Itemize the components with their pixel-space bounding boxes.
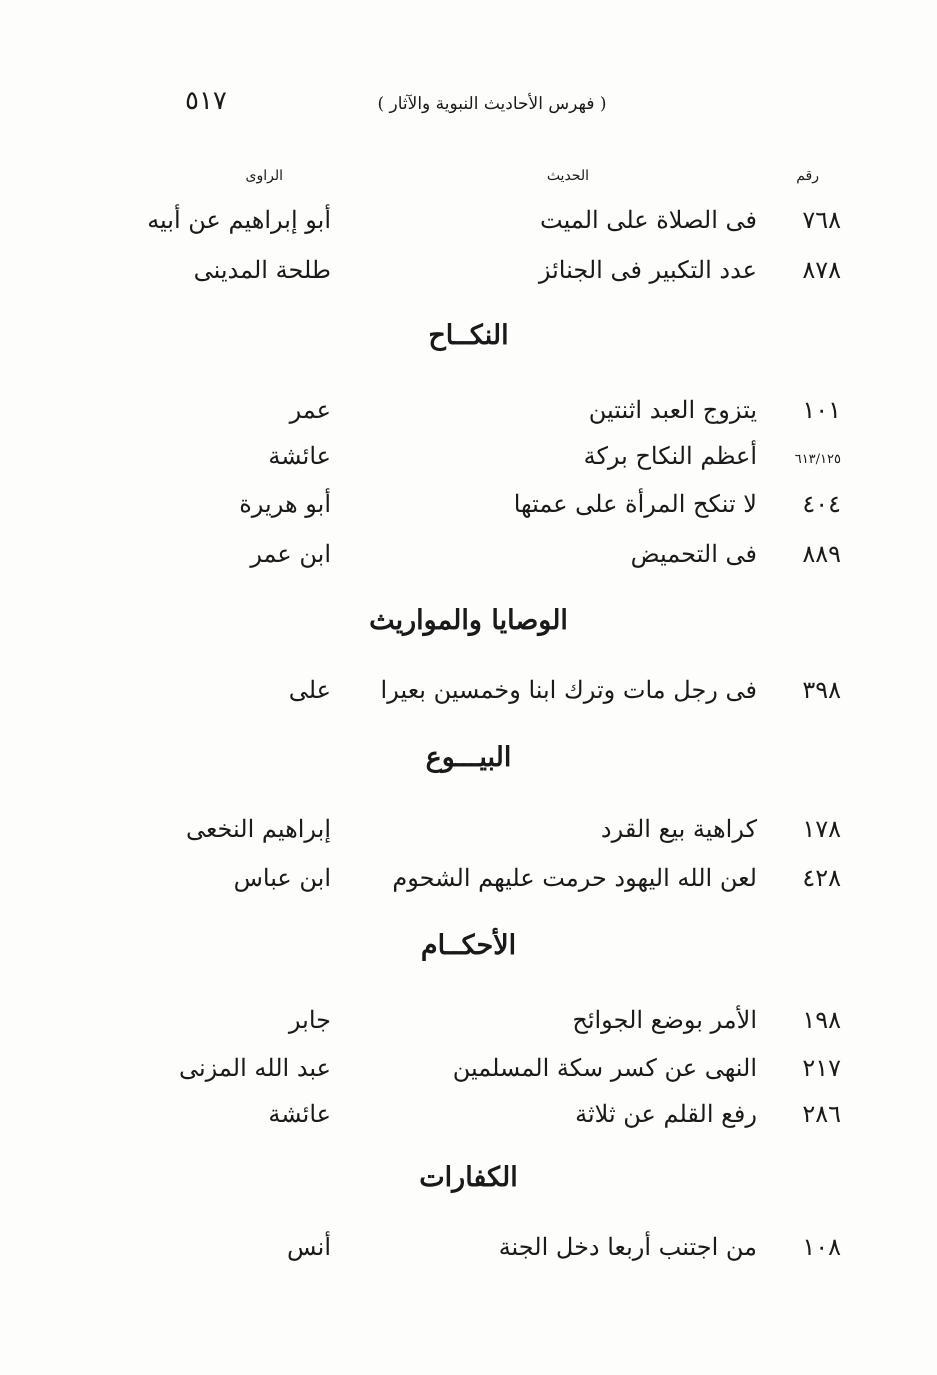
narrator: أنس: [287, 1233, 331, 1261]
list-item: [0, 1233, 937, 1273]
hadith-text: من اجتنب أربعا دخل الجنة: [498, 1233, 757, 1261]
section-heading: البيـــوع: [425, 742, 512, 773]
list-item: [0, 540, 937, 580]
section-heading: النكــاح: [428, 320, 509, 351]
list-item: [0, 864, 937, 904]
hadith-text: أعظم النكاح بركة: [583, 442, 757, 470]
hadith-number: ٢١٧: [802, 1054, 841, 1082]
hadith-text: لا تنكح المرأة على عمتها: [513, 490, 757, 518]
hadith-number: ١٠٨: [802, 1233, 841, 1261]
narrator: على: [288, 676, 331, 704]
page-header: [0, 86, 937, 126]
list-item: [0, 490, 937, 530]
narrator: طلحة المدينى: [193, 256, 331, 284]
hadith-number: ٢٨٦: [802, 1100, 841, 1128]
list-item: [0, 1006, 937, 1046]
hadith-number: ٨٧٨: [802, 256, 841, 284]
column-header-number: رقم: [796, 168, 819, 184]
column-headers: [0, 168, 937, 194]
hadith-number: ١٠١: [802, 396, 841, 424]
hadith-number: ٦١٣/١٢٥: [794, 452, 841, 467]
section-heading: الوصايا والمواريث: [369, 605, 568, 636]
hadith-text: عدد التكبير فى الجنائز: [538, 256, 757, 284]
hadith-number: ٧٦٨: [802, 206, 841, 234]
list-item: [0, 442, 937, 482]
column-header-hadith: الحديث: [546, 168, 589, 184]
hadith-number: ٣٩٨: [802, 676, 841, 704]
section-heading: الكفارات: [419, 1162, 518, 1193]
hadith-text: رفع القلم عن ثلاثة: [575, 1100, 757, 1128]
page-number: ٥١٧: [185, 86, 227, 116]
narrator: عائشة: [268, 1100, 331, 1128]
narrator: ابن عباس: [233, 864, 331, 892]
narrator: ابن عمر: [250, 540, 331, 568]
hadith-text: فى الصلاة على الميت: [540, 206, 757, 234]
hadith-text: لعن الله اليهود حرمت عليهم الشحوم: [392, 864, 757, 892]
list-item: [0, 815, 937, 855]
narrator: عمر: [289, 396, 331, 424]
hadith-text: فى التحميض: [630, 540, 757, 568]
hadith-number: ١٧٨: [802, 815, 841, 843]
hadith-text: كراهية بيع القرد: [600, 815, 757, 843]
narrator: جابر: [288, 1006, 331, 1034]
section-heading: الأحكــام: [420, 930, 517, 961]
list-item: [0, 1054, 937, 1094]
narrator: أبو إبراهيم عن أبيه: [147, 206, 331, 234]
narrator: أبو هريرة: [239, 490, 331, 518]
hadith-number: ٨٨٩: [802, 540, 841, 568]
list-item: [0, 256, 937, 296]
column-header-narrator: الراوى: [245, 168, 283, 184]
list-item: [0, 1100, 937, 1140]
hadith-text: يتزوج العبد اثنتين: [588, 396, 757, 424]
hadith-number: ٤٢٨: [802, 864, 841, 892]
list-item: [0, 206, 937, 246]
narrator: عبد الله المزنى: [179, 1054, 331, 1082]
hadith-number: ١٩٨: [802, 1006, 841, 1034]
hadith-number: ٤٠٤: [802, 490, 841, 518]
list-item: [0, 676, 937, 716]
hadith-text: فى رجل مات وترك ابنا وخمسين بعيرا: [380, 676, 757, 704]
hadith-text: الأمر بوضع الجوائح: [572, 1006, 757, 1034]
hadith-text: النهى عن كسر سكة المسلمين: [452, 1054, 757, 1082]
running-title: ( فهرس الأحاديث النبوية والآثار ): [377, 94, 607, 114]
narrator: عائشة: [268, 442, 331, 470]
narrator: إبراهيم النخعى: [185, 815, 331, 843]
list-item: [0, 396, 937, 436]
